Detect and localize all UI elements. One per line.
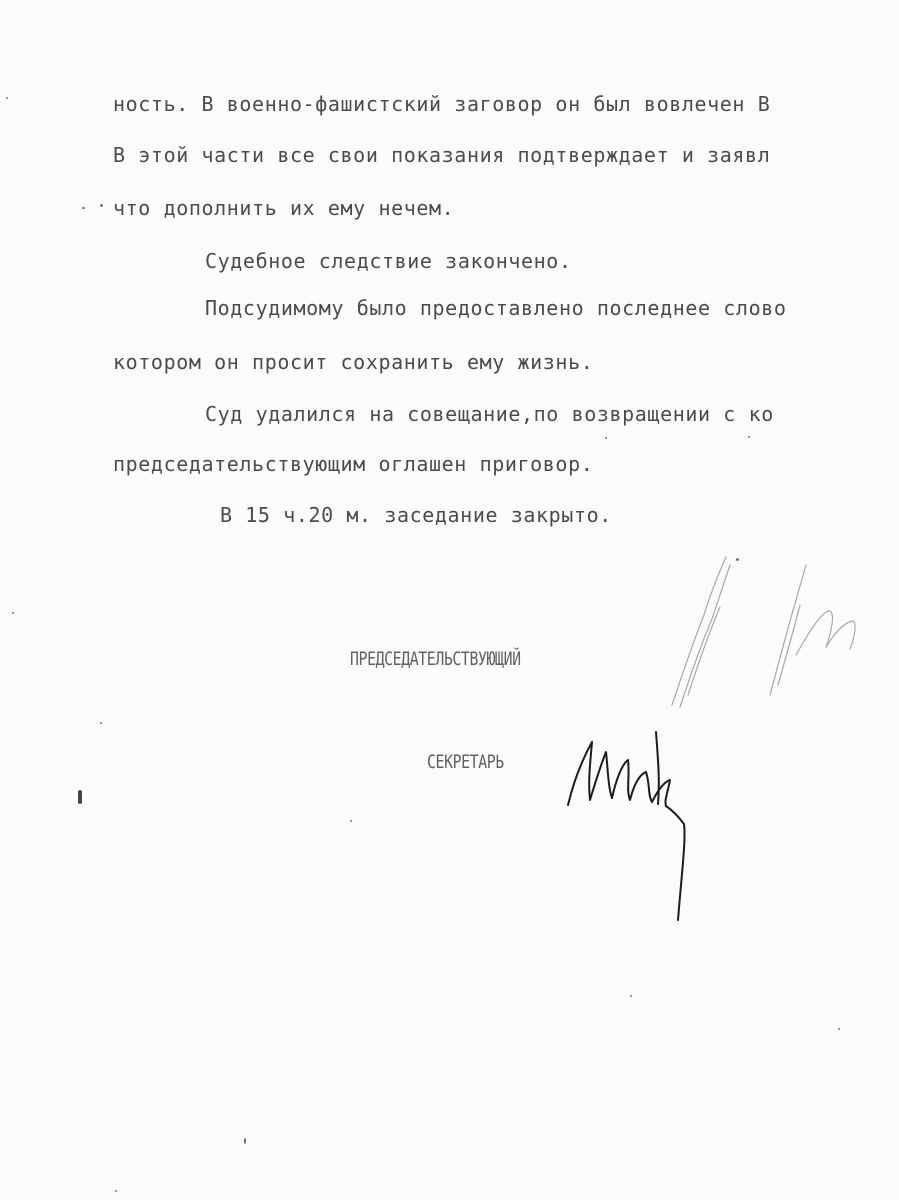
scan-speck: [100, 722, 102, 724]
secretary-signature: [560, 720, 700, 920]
scan-speck: [350, 820, 352, 822]
text-line-9: В 15 ч.20 м. заседание закрыто.: [220, 503, 612, 527]
text-line-7: Суд удалился на совещание,по возвращении с ко: [205, 402, 774, 426]
scan-speck: [736, 558, 739, 561]
chairman-signature: [660, 535, 880, 715]
text-line-8: председательствующим оглашен приговор.: [113, 452, 594, 476]
scan-speck: [605, 437, 607, 439]
text-line-2: В этой части все свои показания подтверждает и заявл: [113, 143, 771, 167]
scan-speck: [6, 97, 8, 99]
chairman-label: ПРЕДСЕДАТЕЛЬСТВУЮЩИЙ: [350, 648, 521, 670]
scan-speck: [244, 1138, 246, 1144]
scan-speck: [115, 1190, 117, 1192]
text-line-5: Подсудимому было предоставлено последнее слово: [205, 296, 787, 320]
scan-speck: [838, 1028, 840, 1030]
scan-speck: [630, 995, 632, 997]
scan-speck: [748, 436, 750, 438]
scan-speck: [78, 790, 82, 804]
text-line-4: Судебное следствие закончено.: [205, 249, 572, 273]
scan-speck: [12, 612, 14, 614]
text-line-3: что дополнить их ему нечем.: [113, 196, 455, 220]
secretary-label: СЕКРЕТАРЬ: [427, 751, 504, 773]
text-line-1: ность. В военно-фашистский заговор он был вовлечен В: [113, 92, 771, 116]
scan-speck: [82, 207, 85, 209]
scan-speck: [100, 204, 103, 207]
text-line-6: котором он просит сохранить ему жизнь.: [113, 350, 594, 374]
